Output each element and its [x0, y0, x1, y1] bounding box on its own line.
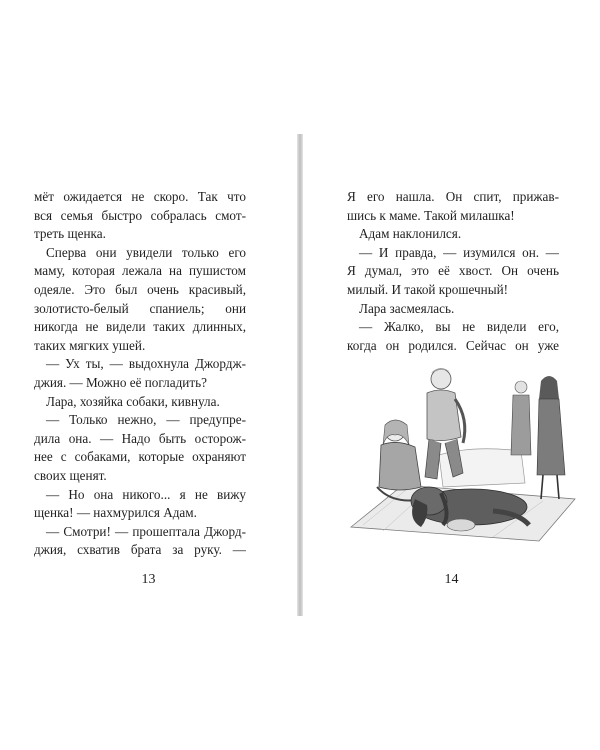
text-line: Лара, хозяйка собаки, кивнула. [46, 393, 220, 409]
right-page [303, 134, 600, 616]
text-line: — И правда, — изумился он. — [359, 244, 559, 260]
text-line: своих щенят. [34, 467, 107, 483]
text-line: мёт ожидается не скоро. Так что [34, 189, 246, 204]
right-page-text [347, 188, 559, 355]
text-line: — Ух ты, — выдохнула Джордж- [46, 356, 246, 372]
text-line: никогда не видели таких длинных, [34, 319, 246, 335]
text-line: шись к маме. Такой милашка! [347, 207, 515, 223]
text-line: Я его нашла. Он спит, прижав- [347, 189, 559, 204]
illustration-children-with-spaniel [343, 359, 581, 547]
text-line: нее с собаками, которые охраняют [34, 449, 246, 465]
text-line: когда он родился. Сейчас он уже [347, 337, 559, 353]
text-line: джия. — Можно её погладить? [34, 374, 207, 390]
text-line: дила она. — Надо быть осторож- [34, 430, 246, 446]
text-line: Я думал, это её хвост. Он очень [347, 263, 559, 279]
left-page-number: 13 [141, 572, 156, 587]
left-page [0, 134, 297, 616]
text-line: Лара засмеялась. [359, 300, 455, 316]
text-line: Сперва они увидели только его [46, 244, 246, 260]
book-spread [0, 134, 600, 616]
girl-figure [377, 420, 423, 501]
text-line: таких мягких ушей. [34, 337, 146, 353]
text-line: маму, которая лежала на пушистом [34, 263, 246, 279]
text-line: — Жалко, вы не видели его, [359, 319, 559, 335]
text-line: — Но она никого... я не вижу [46, 486, 246, 502]
right-page-number: 14 [444, 572, 459, 587]
text-line: джия, схватив брата за руку. — [34, 542, 246, 558]
text-line: треть щенка. [34, 226, 106, 242]
text-line: — Только нежно, — предупре- [46, 412, 246, 428]
left-page-text [34, 188, 246, 560]
text-line: милый. И такой крошечный! [347, 281, 509, 297]
text-line: золотисто-белый спаниель; они [34, 300, 246, 316]
text-line: — Смотри! — прошептала Джорд- [46, 523, 246, 539]
text-line: щенка! — нахмурился Адам. [34, 505, 197, 521]
text-line: Адам наклонился. [359, 226, 462, 242]
text-line: вся семья быстро собралась смот- [34, 207, 246, 223]
text-line: одеяле. Это был очень красивый, [34, 281, 246, 297]
